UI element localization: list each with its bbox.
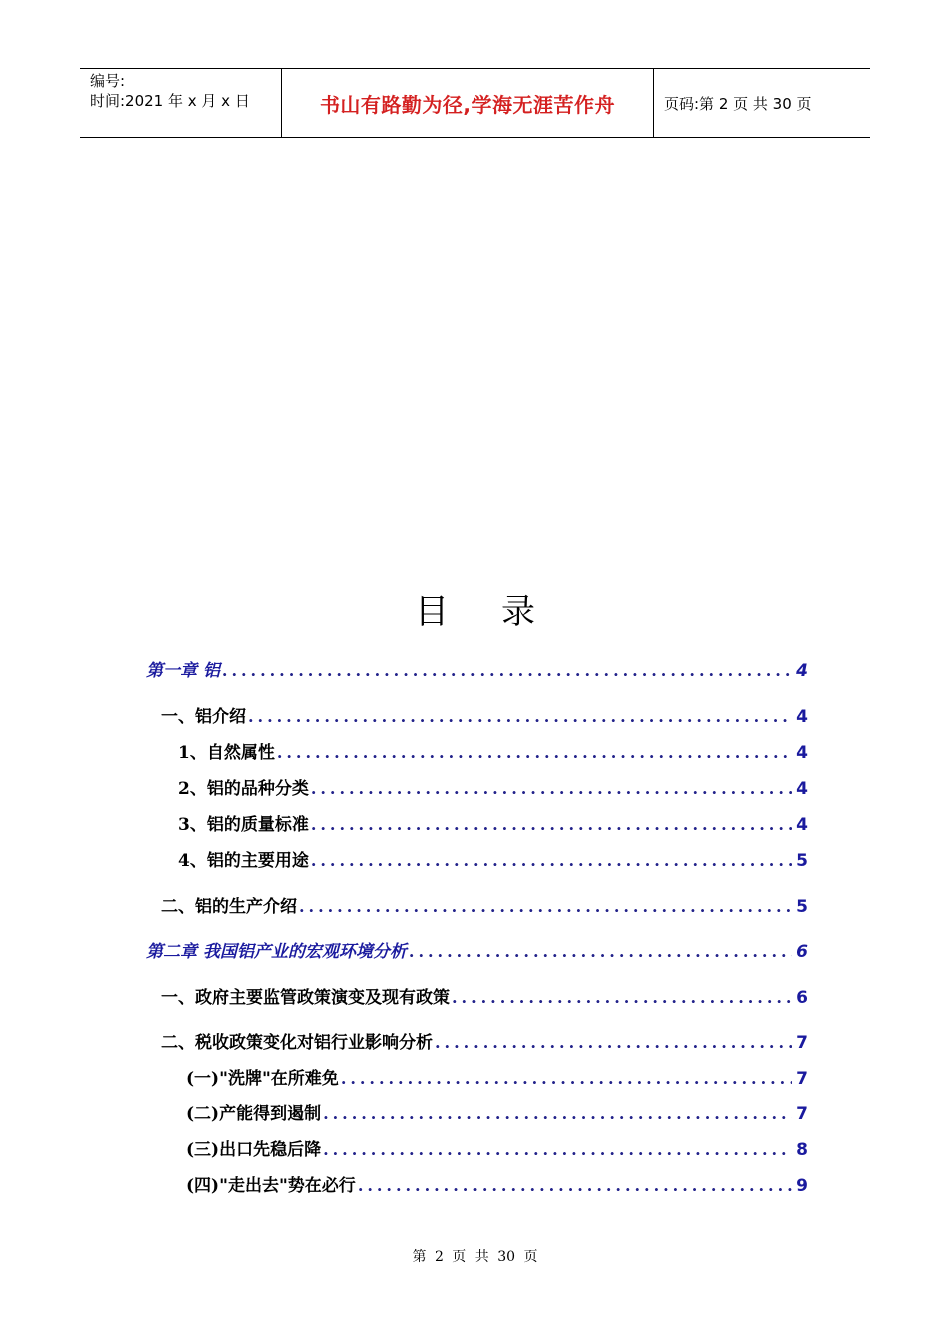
- toc-entry-label: 1、自然属性: [178, 743, 275, 763]
- toc-entry[interactable]: [0, 738, 950, 764]
- toc-entry-label: 一、铝介绍: [161, 707, 246, 727]
- toc-entry[interactable]: [0, 846, 950, 872]
- toc-entry-page: 4: [796, 743, 808, 763]
- toc-entry-label: 二、铝的生产介绍: [161, 897, 297, 917]
- toc-entry-page: 9: [796, 1176, 808, 1196]
- toc-entry[interactable]: [0, 937, 950, 963]
- toc-entry-label: (二)产能得到遏制: [186, 1104, 322, 1124]
- toc-leader-dots: [409, 941, 792, 963]
- toc-entry-label: (三)出口先稳后降: [186, 1140, 322, 1160]
- toc-entry-label: 3、铝的质量标准: [178, 815, 309, 835]
- toc-leader-dots: [435, 1032, 792, 1054]
- toc-title: 目录: [415, 592, 587, 632]
- toc-entry-label: 2、铝的品种分类: [178, 779, 309, 799]
- toc-entry-label: 二、税收政策变化对铝行业影响分析: [161, 1033, 433, 1053]
- toc-entry-page: 5: [796, 851, 808, 871]
- toc-entry-page: 8: [796, 1140, 808, 1160]
- toc-entry-label: 4、铝的主要用途: [178, 851, 309, 871]
- toc-leader-dots: [311, 850, 792, 872]
- toc-leader-dots: [311, 814, 792, 836]
- toc-leader-dots: [299, 896, 792, 918]
- toc-entry-page: 7: [796, 1033, 808, 1053]
- toc-entry-page: 6: [796, 942, 808, 962]
- toc-entry-page: 4: [796, 779, 808, 799]
- toc-leader-dots: [323, 1103, 792, 1125]
- page-footer: 第 2 页 共 30 页: [412, 1249, 538, 1265]
- toc-entry[interactable]: [0, 702, 950, 728]
- toc-entry[interactable]: [0, 1028, 950, 1054]
- toc-entry[interactable]: [0, 983, 950, 1009]
- toc-entry-label: (四)"走出去"势在必行: [186, 1176, 356, 1196]
- motto: 书山有路勤为径,学海无涯苦作舟: [319, 92, 616, 117]
- toc-leader-dots: [452, 987, 792, 1009]
- toc-entry-page: 5: [796, 897, 808, 917]
- toc-entry-label: 一、政府主要监管政策演变及现有政策: [161, 988, 450, 1008]
- time-label: 时间:2021 年 x 月 x 日: [90, 92, 250, 110]
- toc-leader-dots: [277, 742, 792, 764]
- toc-entry[interactable]: [0, 1171, 950, 1197]
- toc-entry[interactable]: [0, 1135, 950, 1161]
- toc-entry-page: 7: [796, 1104, 808, 1124]
- toc-entry[interactable]: [0, 1099, 950, 1125]
- toc-leader-dots: [248, 706, 792, 728]
- toc-leader-dots: [323, 1139, 792, 1161]
- toc-entry[interactable]: [0, 656, 950, 682]
- toc-entry[interactable]: [0, 1064, 950, 1090]
- page-info: 页码:第 2 页 共 30 页: [664, 94, 812, 113]
- toc-entry-page: 6: [796, 988, 808, 1008]
- toc-leader-dots: [311, 778, 792, 800]
- toc-leader-dots: [358, 1175, 792, 1197]
- toc-entry-page: 7: [796, 1069, 808, 1089]
- toc-entry-label: 第一章 铝: [146, 661, 220, 681]
- toc-entry-label: (一)"洗牌"在所难免: [186, 1069, 339, 1089]
- toc-entry[interactable]: [0, 774, 950, 800]
- toc-entry-page: 4: [796, 707, 808, 727]
- toc-entry[interactable]: [0, 810, 950, 836]
- toc-leader-dots: [222, 660, 792, 682]
- toc-entry-page: 4: [796, 661, 808, 681]
- toc-entry-label: 第二章 我国铝产业的宏观环境分析: [146, 942, 407, 962]
- toc-entry[interactable]: [0, 892, 950, 918]
- number-label: 编号:: [90, 72, 126, 90]
- toc-leader-dots: [341, 1068, 792, 1090]
- toc-entry-page: 4: [796, 815, 808, 835]
